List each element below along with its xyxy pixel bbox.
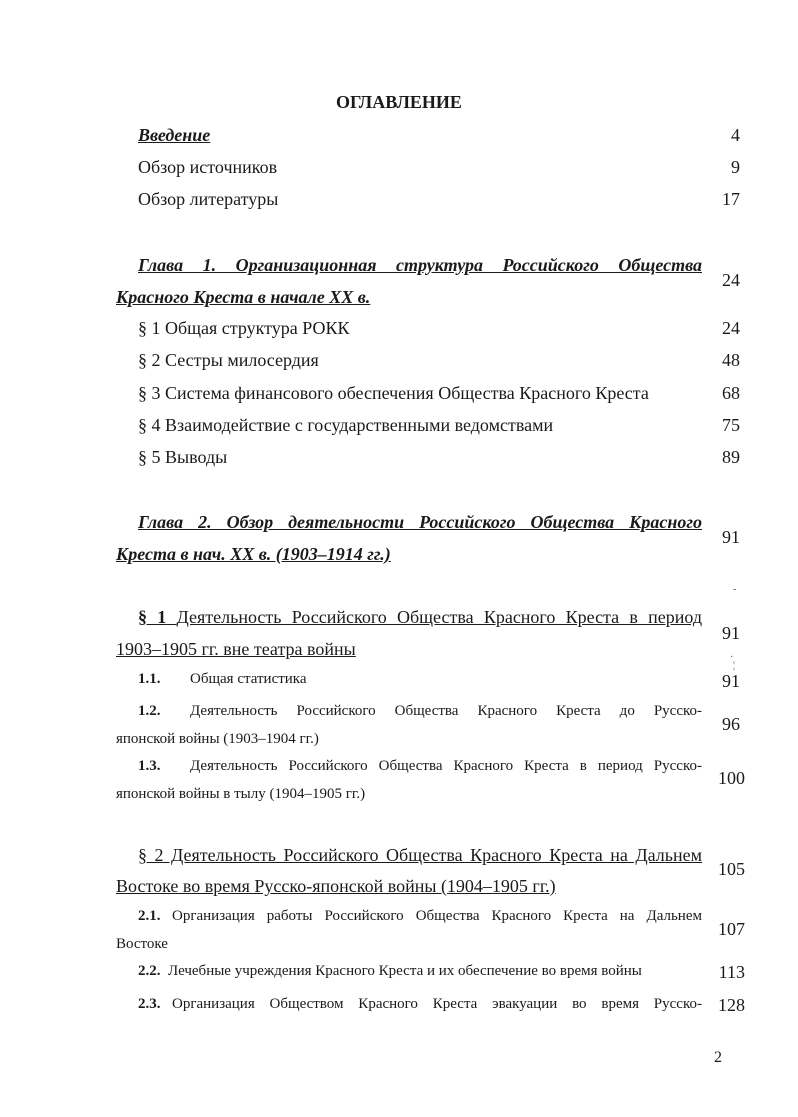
ch2-section2-line2[interactable]: Востоке во время Русско-японской войны (1904–1905 гг.) [116, 876, 556, 896]
ch2-section1-num: § 1 [138, 607, 167, 627]
sub-2-1-page: 107 [718, 919, 745, 939]
scan-mark: ¦ [733, 660, 736, 671]
sub-2-3-page: 128 [718, 995, 745, 1015]
sub-2-1-line2[interactable]: Востоке [116, 936, 168, 952]
ch2-section1-page: 91 [722, 623, 740, 643]
chapter1-title-line1[interactable]: Глава 1. Организационная структура Российского Общества [138, 255, 702, 275]
toc-literature-label[interactable]: Обзор литературы [138, 189, 279, 209]
toc-intro-label[interactable]: Введение [138, 125, 211, 145]
page-number: 2 [714, 1049, 722, 1066]
ch1-section-4[interactable]: § 4 Взаимодействие с государственными ведомствами [138, 415, 554, 435]
chapter2-title-line2[interactable]: Креста в нач. XX в. (1903–1914 гг.) [116, 544, 391, 564]
ch1-section-5-page: 89 [722, 447, 740, 467]
scan-mark: · [730, 652, 734, 663]
ch2-section2-page: 105 [718, 859, 745, 879]
sub-1-2-page: 96 [722, 714, 740, 734]
ch2-section1-line1[interactable] [138, 607, 702, 628]
sub-1-2-line1[interactable]: Деятельность Российского Общества Красного Креста до Русско- [190, 703, 702, 719]
ch2-section1-title: Деятельность Российского Общества Красного Креста в период [176, 607, 703, 627]
ch1-section-2[interactable]: § 2 Сестры милосердия [138, 350, 319, 370]
sub-2-1-num: 2.1. [138, 908, 161, 924]
sub-1-2-num: 1.2. [138, 703, 161, 719]
sub-2-2-num: 2.2. [138, 963, 161, 979]
sub-2-3-num: 2.3. [138, 996, 161, 1012]
sub-1-3-line1[interactable]: Деятельность Российского Общества Красного Креста в период Русско- [190, 758, 702, 774]
toc-intro-page: 4 [731, 125, 740, 145]
sub-1-1-label[interactable]: Общая статистика [190, 671, 307, 687]
sub-1-2-line2[interactable]: японской войны (1903–1904 гг.) [116, 731, 319, 747]
sub-2-1-line1[interactable]: Организация работы Российского Общества Красного Креста на Дальнем [172, 908, 702, 924]
ch2-section1-line2[interactable]: 1903–1905 гг. вне театра войны [116, 639, 356, 659]
scan-mark: - [733, 584, 737, 595]
ch1-section-1[interactable]: § 1 Общая структура РОКК [138, 318, 350, 338]
sub-2-2-page: 113 [718, 962, 745, 982]
sub-1-3-num: 1.3. [138, 758, 161, 774]
sub-1-3-page: 100 [718, 768, 745, 788]
ch1-section-4-page: 75 [722, 415, 740, 435]
ch1-section-3[interactable]: § 3 Система финансового обеспечения Общества Красного Креста [138, 383, 649, 403]
chapter1-title-line2[interactable]: Красного Креста в начале XX в. [116, 287, 371, 307]
ch1-section-5[interactable]: § 5 Выводы [138, 447, 228, 467]
chapter2-page: 91 [722, 527, 740, 547]
toc-sources-label[interactable]: Обзор источников [138, 157, 278, 177]
sub-2-3-line1[interactable]: Организация Обществом Красного Креста эвакуации во время Русско- [172, 996, 702, 1012]
chapter1-page: 24 [722, 270, 740, 290]
toc-literature-page: 17 [722, 189, 740, 209]
sub-2-2-label[interactable]: Лечебные учреждения Красного Креста и их обеспечение во время войны [168, 963, 642, 979]
chapter2-title-line1[interactable]: Глава 2. Обзор деятельности Российского Общества Красного [138, 512, 702, 532]
ch1-section-3-page: 68 [722, 383, 740, 403]
sub-1-1-page: 91 [722, 671, 740, 691]
toc-sources-page: 9 [731, 157, 740, 177]
page-title: ОГЛАВЛЕНИЕ [336, 92, 462, 112]
sub-1-3-line2[interactable]: японской войны в тылу (1904–1905 гг.) [116, 786, 366, 802]
ch1-section-2-page: 48 [722, 350, 740, 370]
ch1-section-1-page: 24 [722, 318, 740, 338]
ch2-section2-line1[interactable]: § 2 Деятельность Российского Общества Красного Креста на Дальнем [138, 845, 702, 865]
sub-1-1-num: 1.1. [138, 671, 161, 687]
